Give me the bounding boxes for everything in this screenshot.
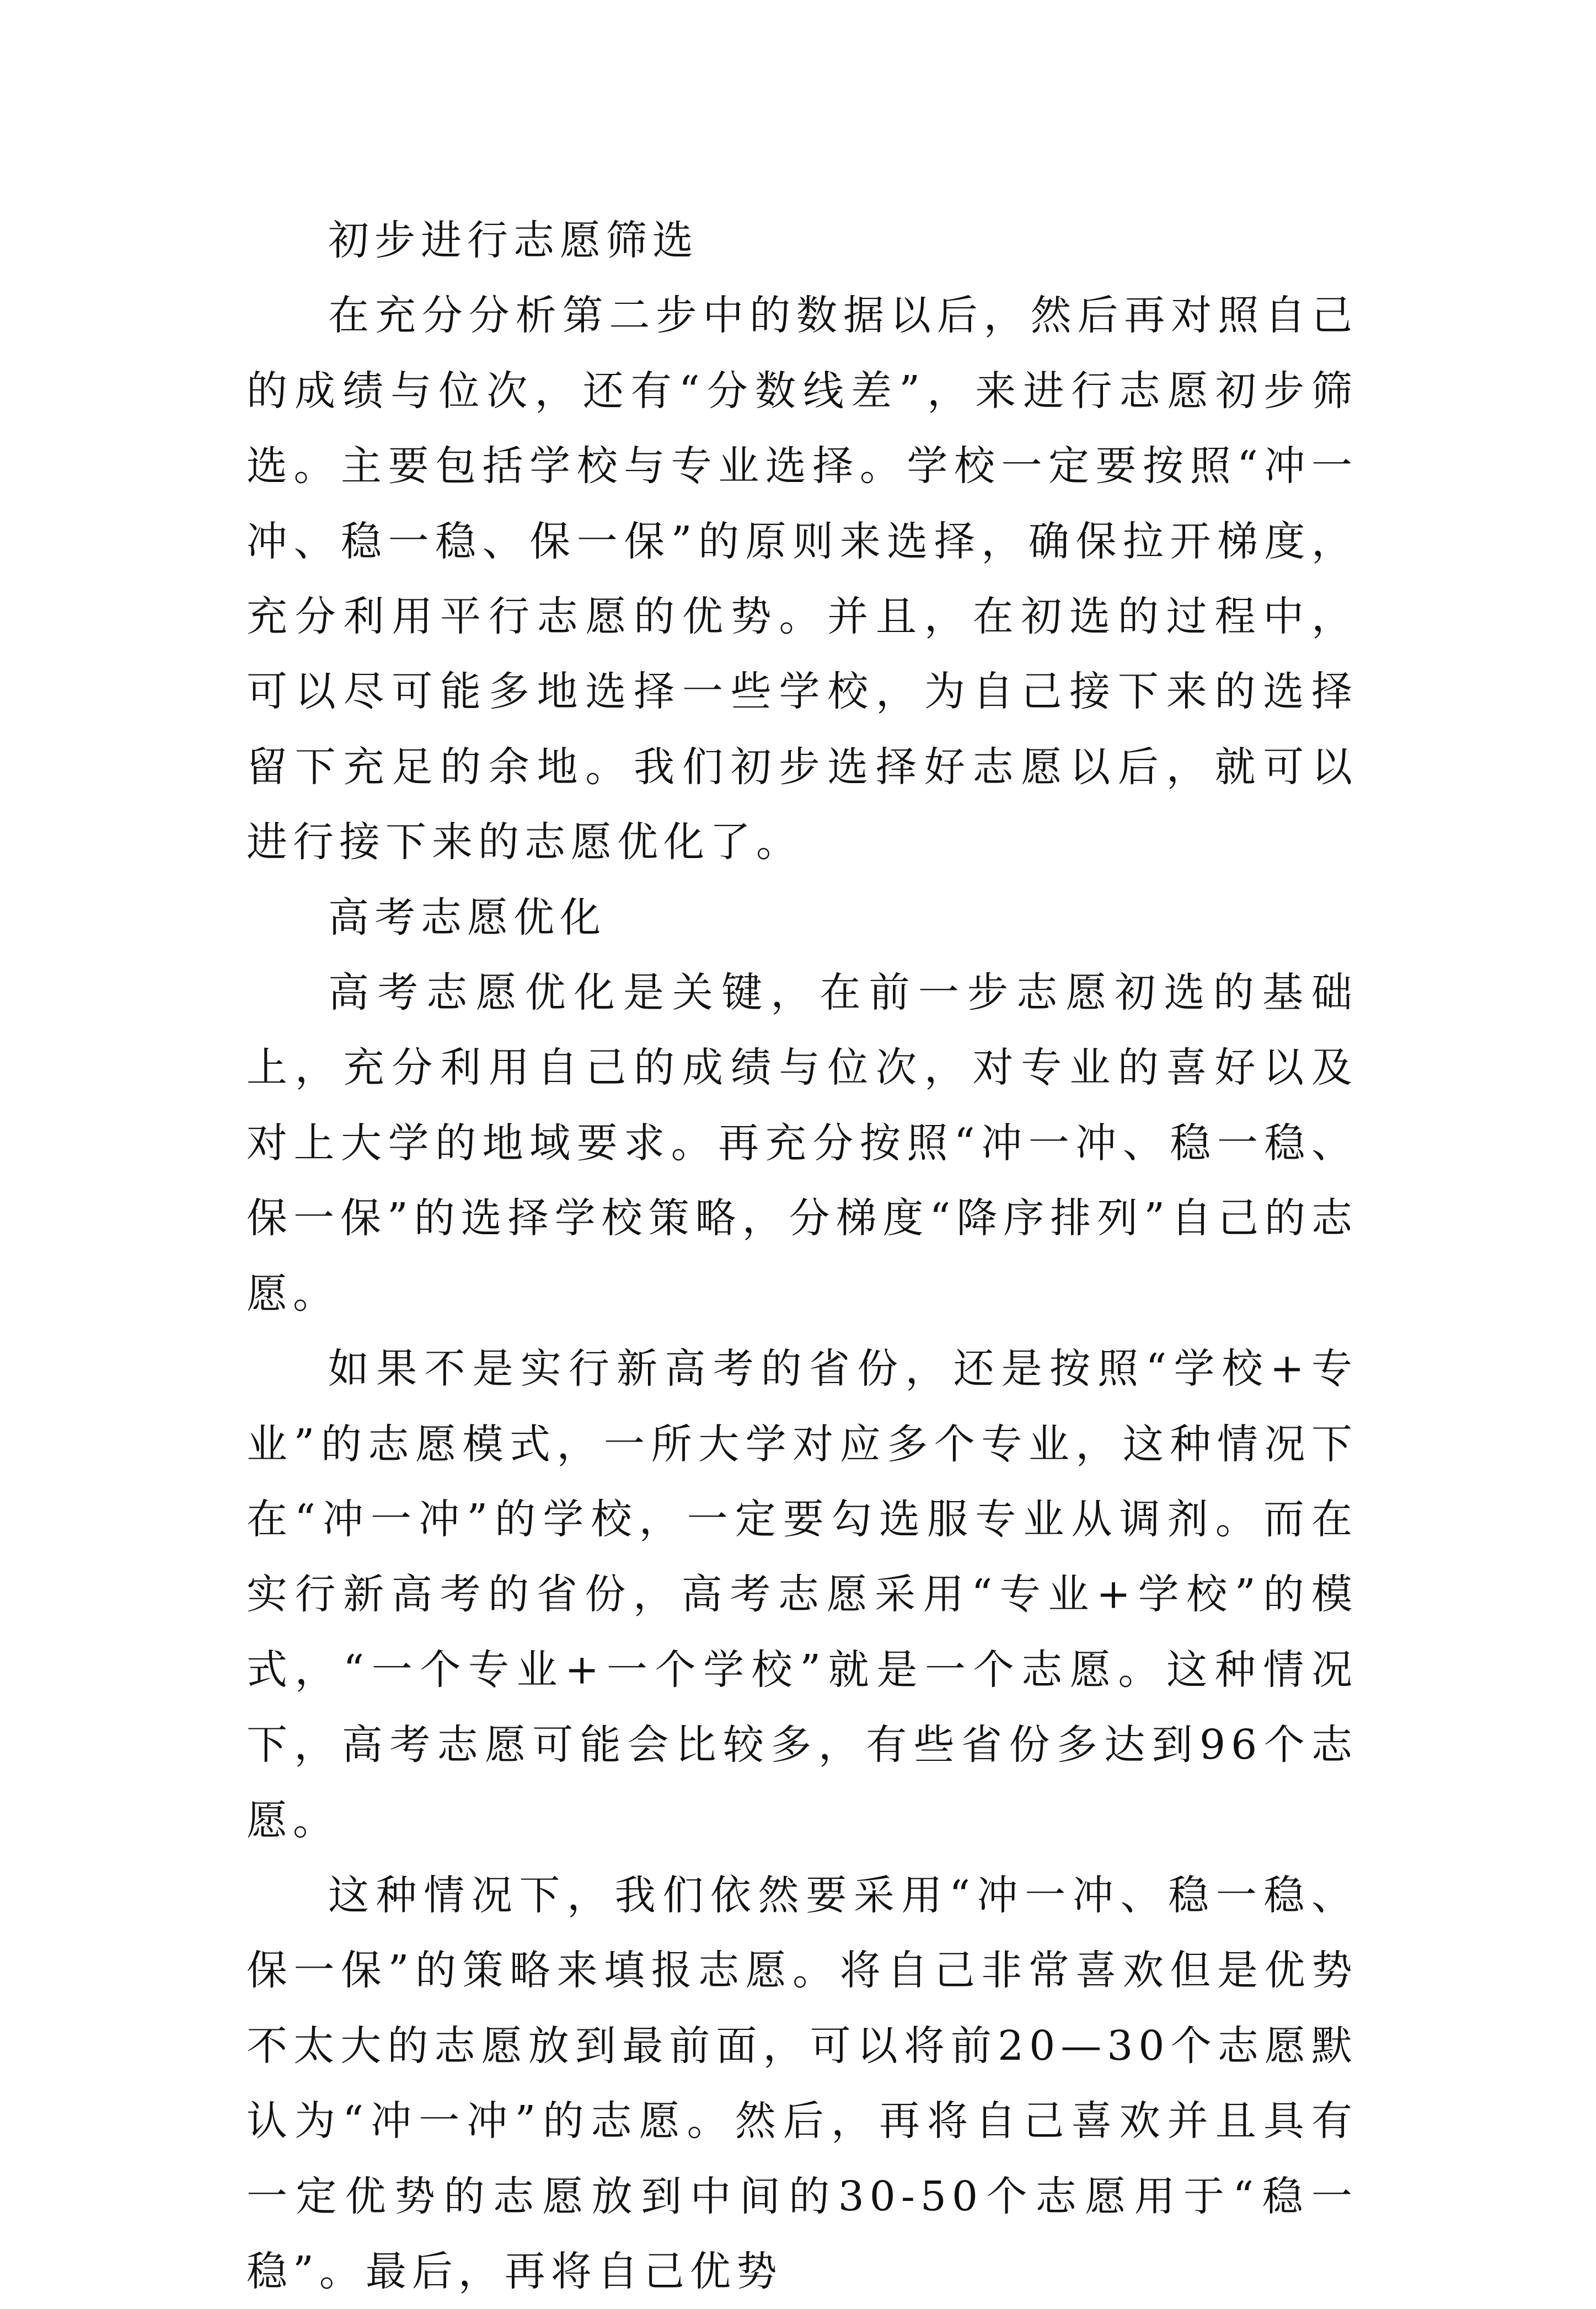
- section-heading-optimization: 高考志愿优化: [328, 893, 606, 941]
- paragraph-optimization: 高考志愿优化是关键，在前一步志愿初选的基础上，充分利用自己的成绩与位次，对专业的喜好以及对上大学的地域要求。再充分按照“冲一冲、稳一稳、保一保”的选择学校策略，分梯度“降序排列”自己的志愿。: [247, 969, 1358, 1317]
- section-heading-initial-screening: 初步进行志愿筛选: [328, 217, 699, 264]
- paragraph-new-gaokao: 如果不是实行新高考的省份，还是按照“学校+专业”的志愿模式，一所大学对应多个专业，这种情况下在“冲一冲”的学校，一定要勾选服专业从调剂。而在实行新高考的省份，高考志愿采用“专业+学校”的模式，“一个专业+一个学校”就是一个志愿。这种情况下，高考志愿可能会比较多，有些省份多达到96个志愿。: [247, 1345, 1358, 1844]
- paragraph-initial-screening: 在充分分析第二步中的数据以后，然后再对照自己的成绩与位次，还有“分数线差”，来进行志愿初步筛选。主要包括学校与专业选择。学校一定要按照“冲一冲、稳一稳、保一保”的原则来选择，确保拉开梯度，充分利用平行志愿的优势。并且，在初选的过程中，可以尽可能多地选择一些学校，为自己接下来的选择留下充足的余地。我们初步选择好志愿以后，就可以进行接下来的志愿优化了。: [247, 292, 1358, 866]
- paragraph-strategy: 这种情况下，我们依然要采用“冲一冲、稳一稳、保一保”的策略来填报志愿。将自己非常喜欢但是优势不太大的志愿放到最前面，可以将前20—30个志愿默认为“冲一冲”的志愿。然后，再将自己喜欢并且具有一定优势的志愿放到中间的30-50个志愿用于“稳一稳”。最后，再将自己优势: [247, 1871, 1358, 2295]
- document-body: [247, 203, 1358, 2309]
